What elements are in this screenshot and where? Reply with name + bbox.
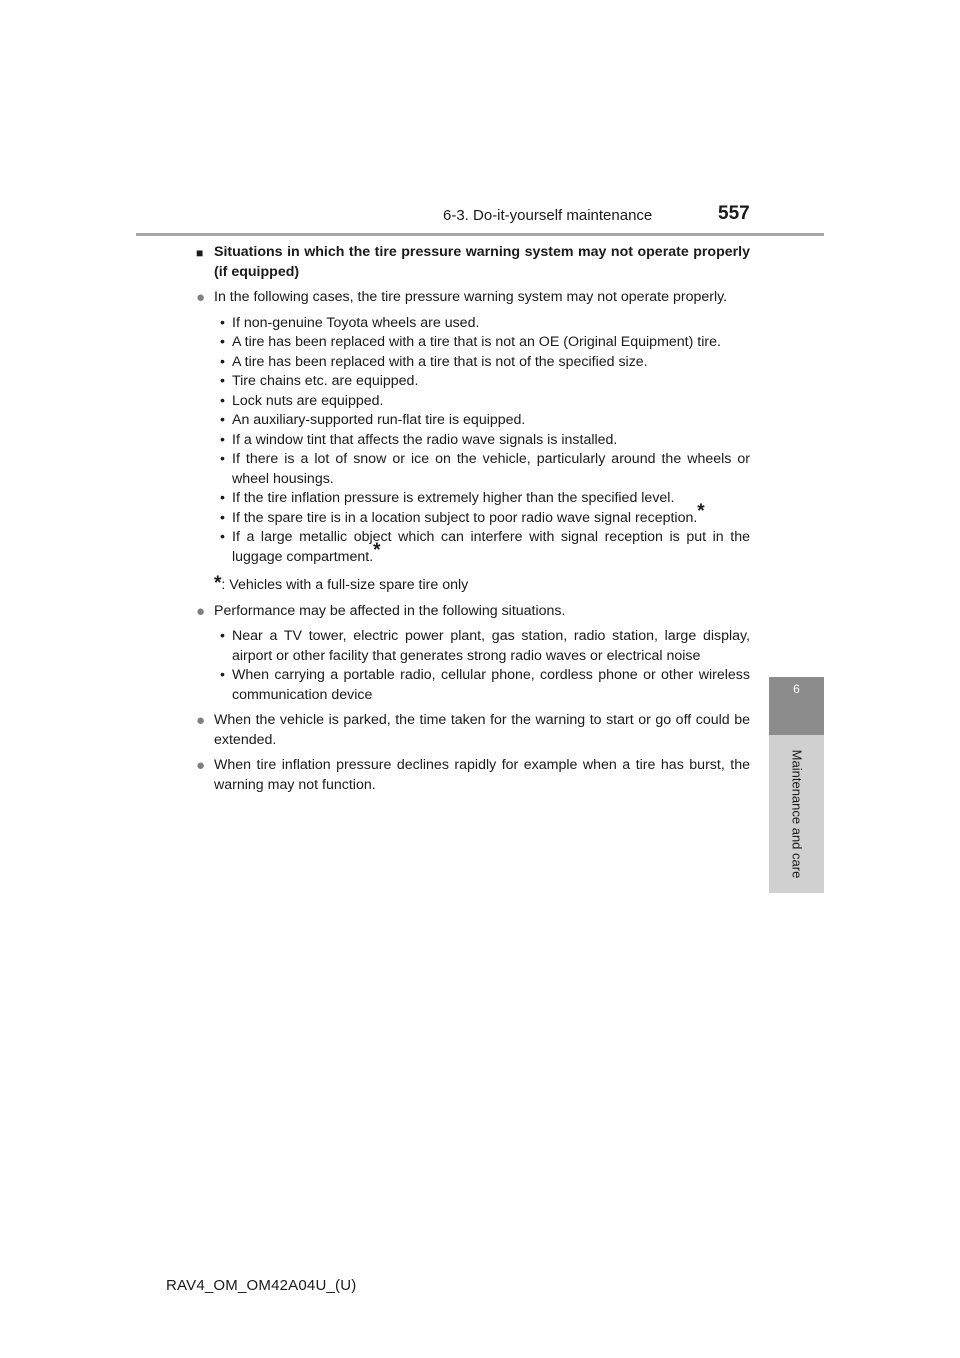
- bullet-point: [196, 711, 750, 750]
- page-content: [196, 243, 750, 795]
- section-heading-text: Situations in which the tire pressure warning system may not operate properly (if equipped): [214, 244, 750, 280]
- chapter-tab: [769, 735, 824, 893]
- asterisk-mark: *: [214, 573, 222, 594]
- footnote: [196, 574, 750, 596]
- bullet-text: When the vehicle is parked, the time taken for the warning to start or go off could be extended.: [214, 712, 750, 748]
- list-item: • When carrying a portable radio, cellular phone, cordless phone or other wireless communication device: [220, 667, 750, 703]
- asterisk-mark: *: [373, 539, 381, 561]
- bullet-point: [196, 602, 750, 622]
- list-item: • An auxiliary-supported run-flat tire is equipped.: [220, 412, 526, 428]
- list-item: • If non-genuine Toyota wheels are used.: [220, 314, 480, 331]
- footnote-text: : Vehicles with a full-size spare tire only: [221, 577, 469, 593]
- circle-bullet-icon: ●: [196, 712, 206, 729]
- list-item: • If the spare tire is in a location subject to poor radio wave signal reception.*: [220, 500, 705, 526]
- bullet-point: [196, 756, 750, 795]
- chapter-tab-number: 6: [769, 677, 824, 735]
- list-item: • Near a TV tower, electric power plant, gas station, radio station, large display, airport or other facility that generates strong radio waves or electrical noise: [220, 628, 750, 664]
- chapter-tab-title: Maintenance and care: [789, 749, 804, 879]
- bullet-text: In the following cases, the tire pressure warning system may not operate properly.: [214, 289, 728, 305]
- situation-list: [196, 627, 750, 705]
- square-marker-icon: ■: [196, 246, 204, 260]
- page-number: 557: [718, 203, 750, 224]
- list-item: • Tire chains etc. are equipped.: [220, 373, 419, 389]
- list-item: • If there is a lot of snow or ice on the vehicle, particularly around the wheels or wheel housings.: [220, 451, 750, 487]
- case-list: [196, 314, 750, 568]
- bullet-text: Performance may be affected in the following situations.: [214, 602, 566, 619]
- circle-bullet-icon: ●: [196, 602, 206, 620]
- list-item: • Lock nuts are equipped.: [220, 392, 384, 409]
- list-item: • A tire has been replaced with a tire that is not an OE (Original Equipment) tire.: [220, 334, 721, 350]
- list-item: • A tire has been replaced with a tire that is not of the specified size.: [220, 353, 648, 370]
- list-item: • If a large metallic object which can interfere with signal reception is put in the luggage compartment.*: [220, 529, 750, 565]
- section-header: 6-3. Do-it-yourself maintenance: [443, 207, 653, 224]
- list-item: • If a window tint that affects the radio wave signals is installed.: [220, 431, 618, 448]
- circle-bullet-icon: ●: [196, 289, 206, 306]
- asterisk-mark: *: [697, 500, 705, 522]
- bullet-point: [196, 288, 750, 308]
- section-heading: [196, 243, 750, 282]
- bullet-text: When tire inflation pressure declines rapidly for example when a tire has burst, the warning may not function.: [214, 757, 750, 793]
- header-divider: [136, 233, 824, 236]
- document-code: RAV4_OM_OM42A04U_(U): [166, 1277, 357, 1294]
- list-item: • If the tire inflation pressure is extremely higher than the specified level.: [220, 490, 675, 506]
- circle-bullet-icon: ●: [196, 757, 206, 774]
